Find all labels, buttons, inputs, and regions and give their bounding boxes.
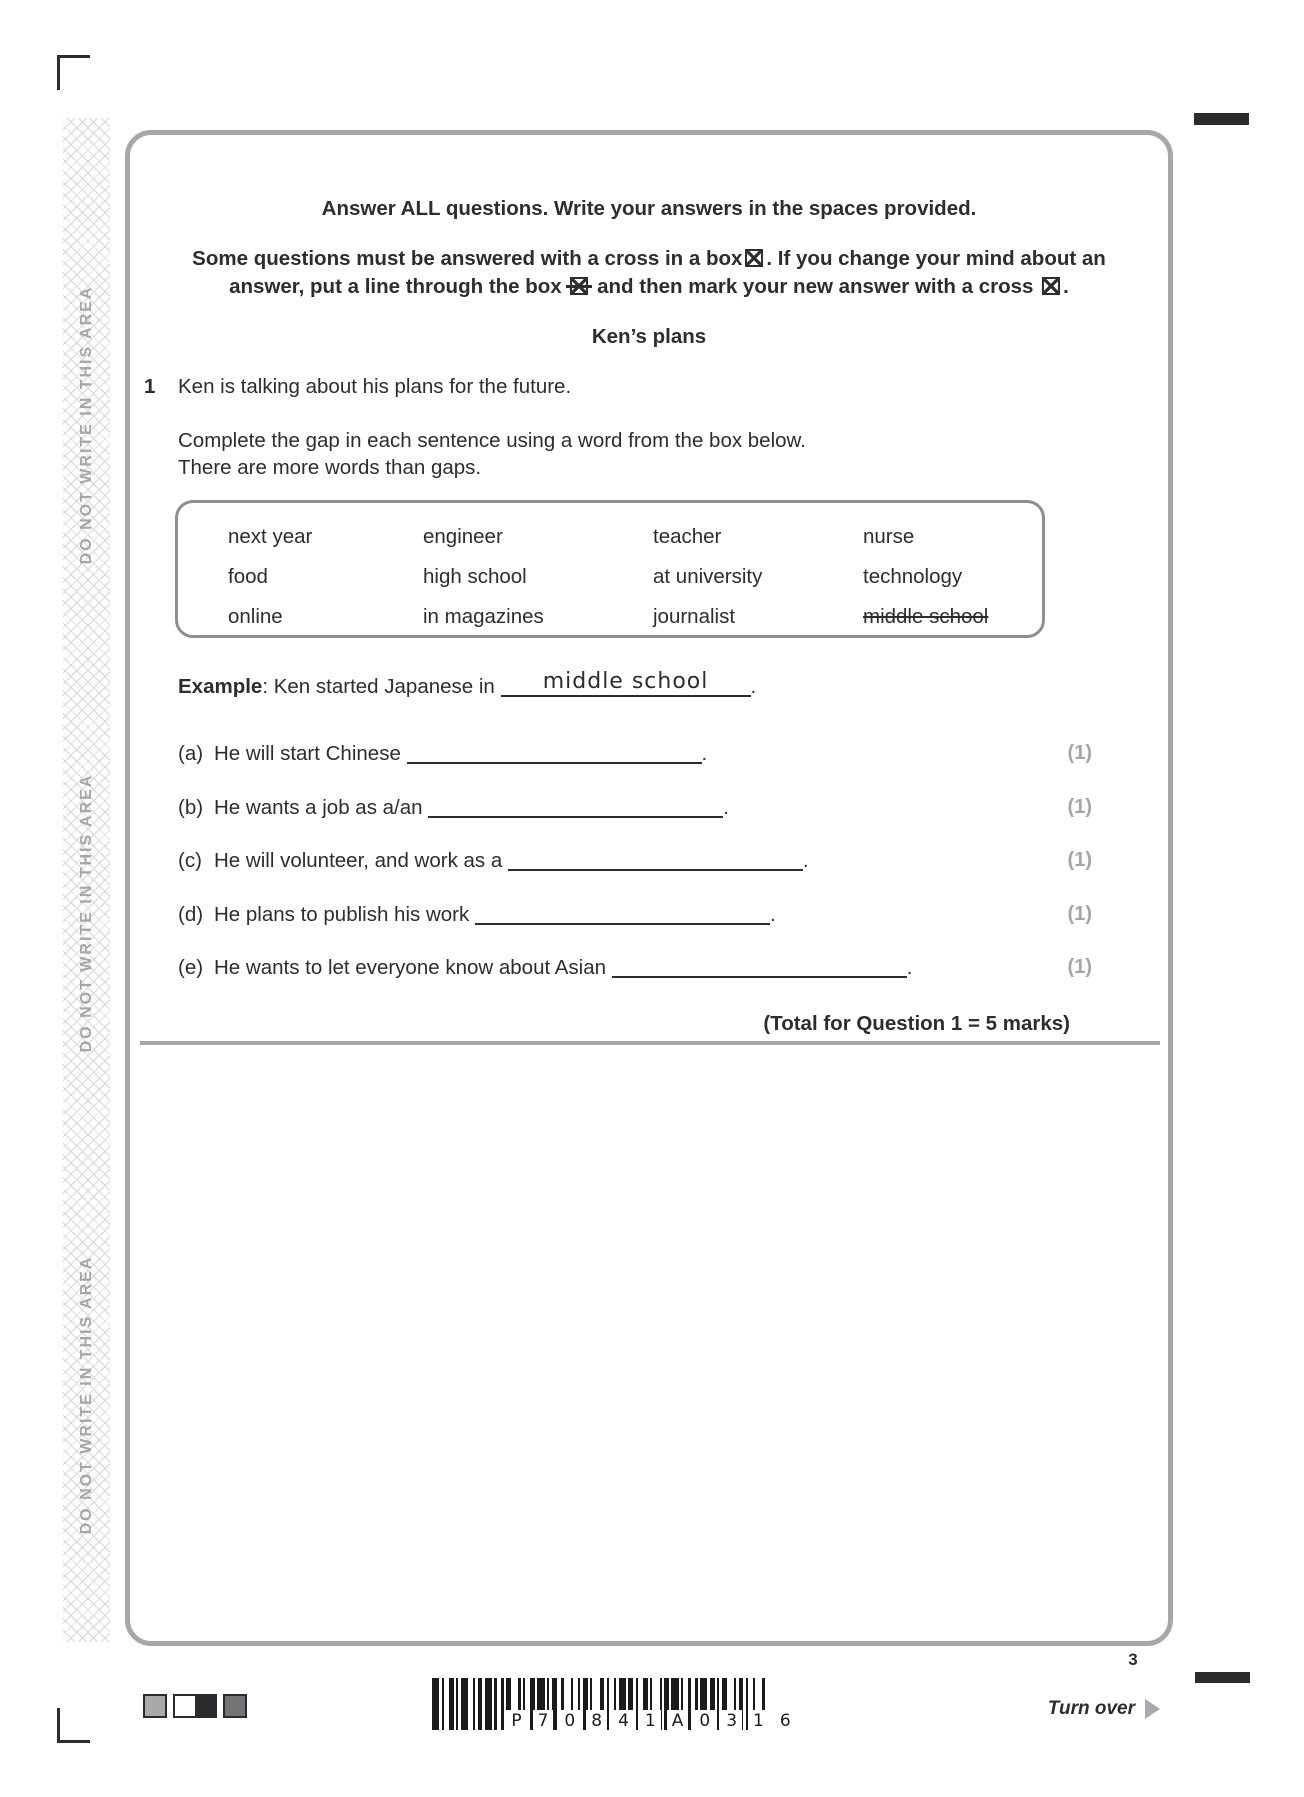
question-number: 1 (144, 375, 156, 398)
page-number: 3 (1128, 1650, 1138, 1669)
item-letter: (b) (178, 796, 204, 819)
question-divider-line (140, 1041, 1160, 1045)
item-text: He will start Chinese (214, 742, 401, 765)
sentence-period: . (769, 903, 776, 926)
barcode (432, 1678, 870, 1736)
question-item-b (178, 796, 1128, 820)
print-registration-squares (143, 1694, 247, 1718)
marks-badge: (1) (1067, 849, 1092, 871)
answer-blank (612, 956, 907, 978)
word-option: engineer (423, 525, 503, 548)
item-text: He plans to publish his work (214, 903, 470, 926)
question-item-e (178, 956, 1128, 980)
question-instruction-2: There are more words than gaps. (178, 456, 482, 479)
item-letter: (d) (178, 903, 204, 926)
word-option: food (228, 565, 268, 588)
item-letter: (e) (178, 956, 204, 979)
word-option: next year (228, 525, 313, 548)
example-separator: : (262, 675, 274, 698)
instruction-seg2: . If you change your mind about an answer, put a line through the box (229, 247, 1106, 298)
turn-over-indicator (1048, 1698, 1160, 1720)
sentence-period: . (701, 742, 708, 765)
handwritten-answer: middle school (542, 669, 709, 694)
example-label: Example (178, 675, 263, 698)
item-text: He wants to let everyone know about Asian (214, 956, 607, 979)
turn-over-label: Turn over (1047, 1698, 1135, 1719)
word-option: online (228, 605, 283, 628)
item-text: He will volunteer, and work as a (214, 849, 503, 872)
binding-tab-top-right (1194, 113, 1249, 125)
item-text: He wants a job as a/an (214, 796, 423, 819)
word-option-struck-through: middle school (863, 605, 989, 628)
section-title: Ken’s plans (591, 325, 707, 348)
question-instructions (178, 427, 806, 481)
instruction-line-2 (130, 245, 1168, 301)
example-sentence (178, 669, 757, 699)
word-choice-box (175, 500, 1045, 638)
sentence-period: . (802, 849, 809, 872)
marks-badge: (1) (1067, 956, 1092, 978)
sentence-period: . (906, 956, 913, 979)
cross-in-box-icon (745, 249, 763, 267)
instruction-line-1: Answer ALL questions. Write your answers in the spaces provided. (321, 197, 977, 220)
word-option: nurse (863, 525, 915, 548)
example-text: Ken started Japanese in (273, 675, 495, 698)
do-not-write-watermark: DO NOT WRITE IN THIS AREA (78, 1255, 95, 1535)
binding-tab-bottom-right (1195, 1672, 1250, 1683)
instruction-seg3: and then mark your new answer with a cross (597, 275, 1034, 298)
barcode-digits: P 7 0 8 4 1 A 0 3 1 6 (432, 1710, 870, 1732)
sentence-period: . (750, 675, 757, 698)
word-option: journalist (653, 605, 736, 628)
word-option: high school (423, 565, 527, 588)
question-item-a (178, 742, 1128, 766)
item-letter: (c) (178, 849, 202, 872)
word-option: at university (653, 565, 763, 588)
crop-mark-top-left (57, 55, 90, 90)
instruction-seg1: Some questions must be answered with a cross in a box (192, 247, 743, 270)
do-not-write-watermark: DO NOT WRITE IN THIS AREA (78, 773, 95, 1053)
word-option: technology (863, 565, 963, 588)
registration-square-icon (143, 1694, 167, 1718)
question-intro: Ken is talking about his plans for the future. (178, 375, 572, 398)
question-total-marks: (Total for Question 1 = 5 marks) (763, 1012, 1070, 1035)
marks-badge: (1) (1067, 903, 1092, 925)
do-not-write-watermark: DO NOT WRITE IN THIS AREA (78, 285, 95, 565)
crossed-out-box-icon (570, 277, 588, 295)
question-instruction-1: Complete the gap in each sentence using a word from the box below. (178, 429, 806, 452)
registration-square-icon (173, 1694, 217, 1718)
marks-badge: (1) (1067, 796, 1092, 818)
sentence-period: . (723, 796, 729, 819)
turn-over-arrow-icon (1145, 1699, 1160, 1719)
word-option: in magazines (423, 605, 544, 628)
answer-blank (475, 903, 770, 925)
cross-in-box-icon (1042, 277, 1060, 295)
answer-area-frame (125, 130, 1173, 1646)
answer-blank (508, 849, 803, 871)
item-letter: (a) (178, 742, 204, 765)
answer-blank (407, 742, 702, 764)
question-item-c (178, 849, 1128, 873)
registration-square-icon (223, 1694, 247, 1718)
do-not-write-margin-strip (63, 118, 110, 1642)
word-option: teacher (653, 525, 722, 548)
example-answer-blank (501, 669, 751, 697)
crop-mark-bottom-left (57, 1708, 90, 1743)
marks-badge: (1) (1067, 742, 1092, 764)
instruction-seg4: . (1063, 275, 1069, 298)
question-item-d (178, 903, 1128, 927)
answer-blank (428, 796, 723, 818)
